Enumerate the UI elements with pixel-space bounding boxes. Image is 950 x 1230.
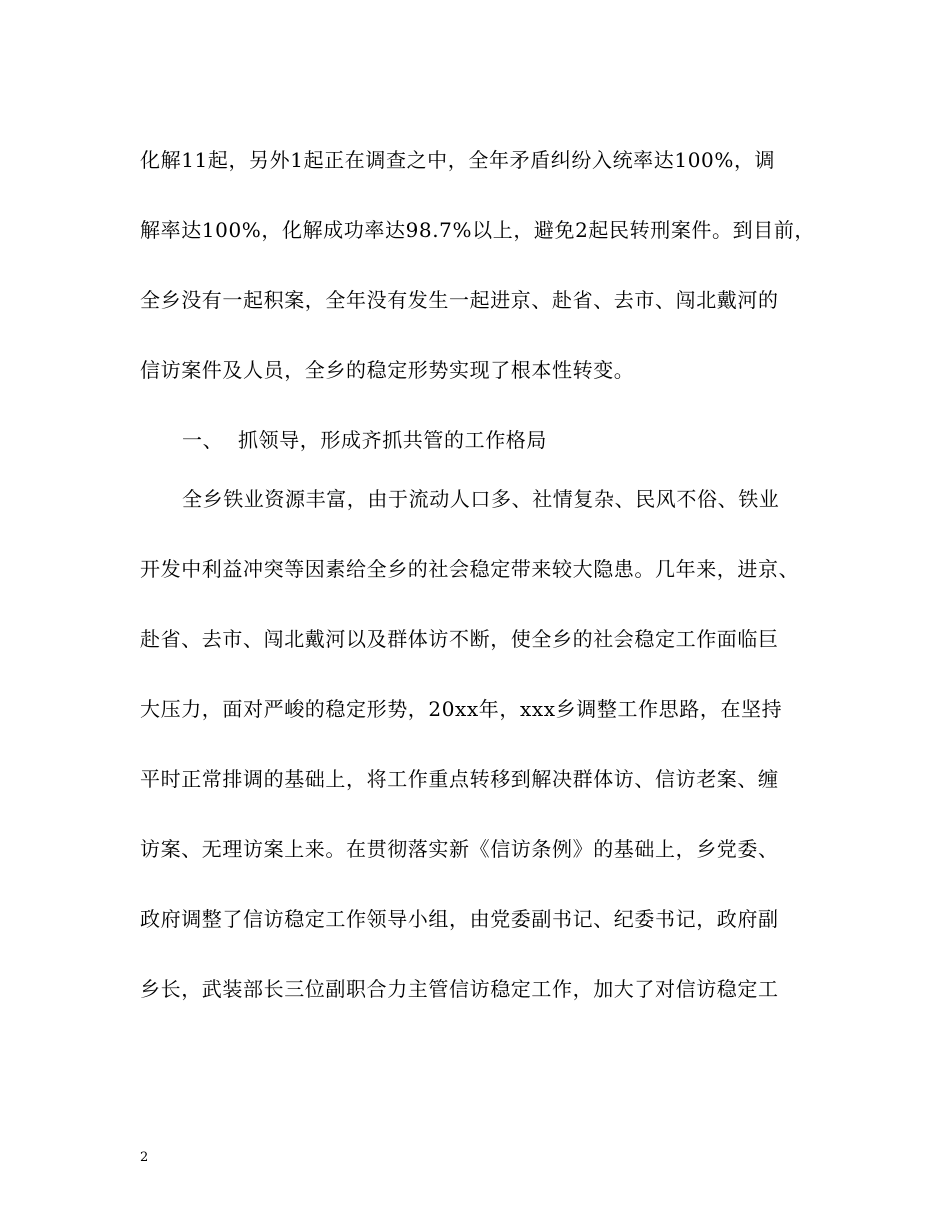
- text-line: 访案、无理访案上来。在贯彻落实新《信访条例》的基础上，乡党委、: [140, 837, 779, 861]
- text-line: 解率达100%，化解成功率达98.7%以上，避免2起民转刑案件。到目前，: [140, 218, 816, 242]
- text-line: 赴省、去市、闯北戴河以及群体访不断，使全乡的社会稳定工作面临巨: [140, 627, 779, 651]
- text-line: 全乡没有一起积案，全年没有发生一起进京、赴省、去市、闯北戴河的: [140, 288, 779, 312]
- section-heading-text: 抓领导，形成齐抓共管的工作格局: [238, 428, 547, 452]
- text-line: 全乡铁业资源丰富，由于流动人口多、社情复杂、民风不俗、铁业: [182, 487, 780, 511]
- text-line: 大压力，面对严峻的稳定形势，20xx年，xxx乡调整工作思路，在坚持: [140, 697, 783, 721]
- section-heading-number: 一、: [182, 428, 224, 452]
- section-heading: [182, 426, 882, 454]
- text-line: 开发中利益冲突等因素给全乡的社会稳定带来较大隐患。几年来，进京、: [140, 557, 800, 581]
- text-line: 政府调整了信访稳定工作领导小组，由党委副书记、纪委书记，政府副: [140, 907, 779, 931]
- text-line: 化解11起，另外1起正在调查之中，全年矛盾纠纷入统率达100%，调: [140, 148, 776, 172]
- page-number: 2: [140, 1150, 149, 1165]
- text-line: 信访案件及人员，全乡的稳定形势实现了根本性转变。: [140, 358, 635, 382]
- text-line: 平时正常排调的基础上，将工作重点转移到解决群体访、信访老案、缠: [140, 767, 779, 791]
- text-line: 乡长，武装部长三位副职合力主管信访稳定工作，加大了对信访稳定工: [140, 977, 779, 1001]
